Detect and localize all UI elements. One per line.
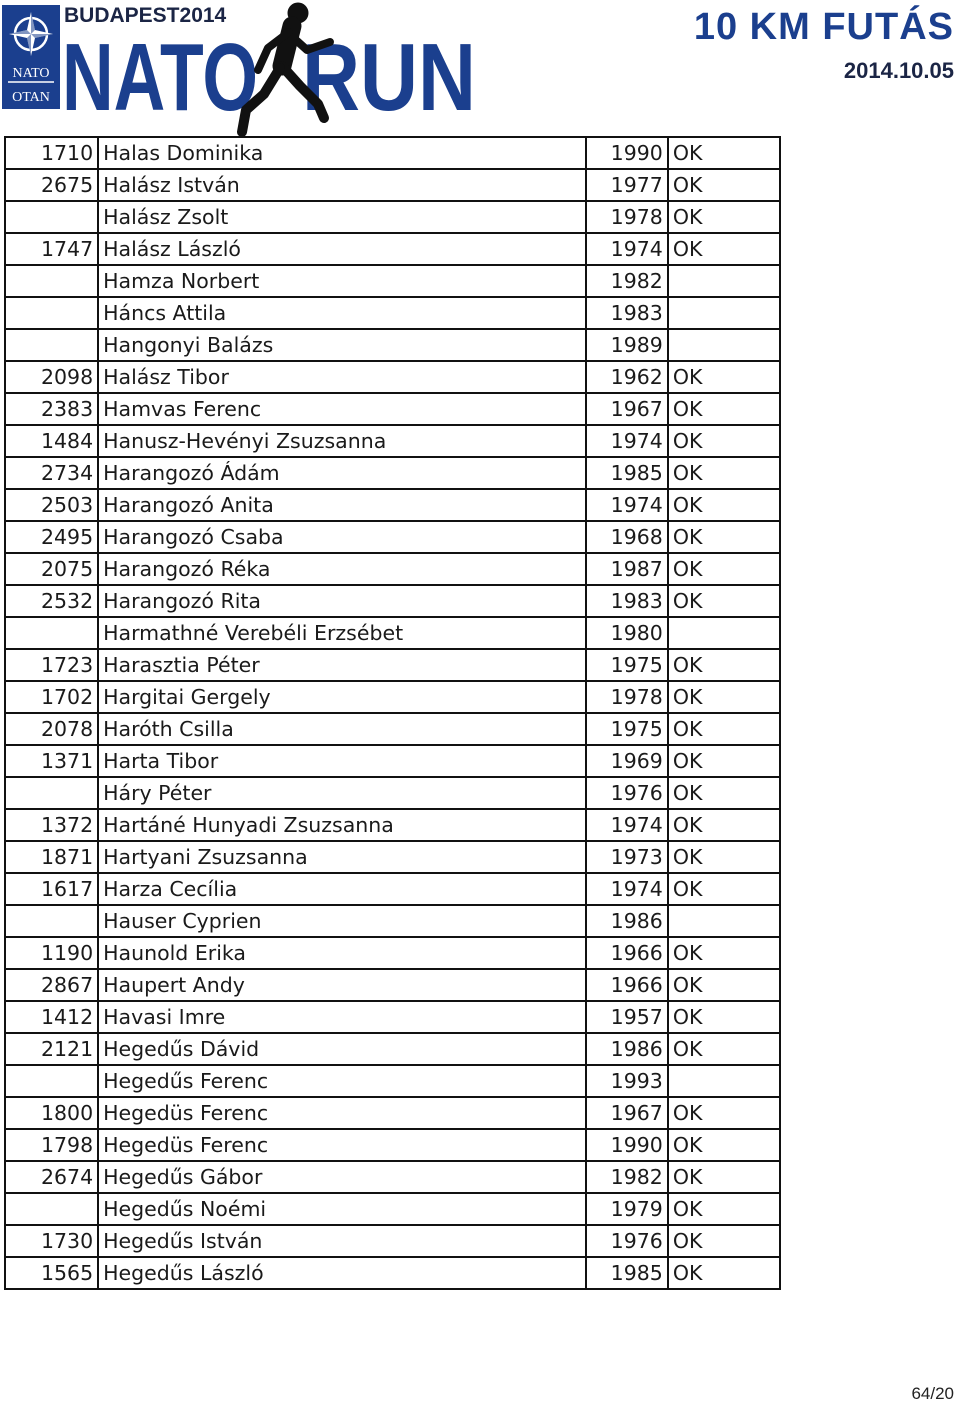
runner-name-cell: Harangozó Rita (98, 585, 586, 617)
bib-number-cell: 2495 (5, 521, 98, 553)
table-row (5, 873, 780, 905)
table-row (5, 425, 780, 457)
birth-year-cell: 1982 (586, 265, 668, 297)
status-cell (668, 265, 780, 297)
bib-number-cell: 1871 (5, 841, 98, 873)
status-cell: OK (668, 841, 780, 873)
event-date: 2014.10.05 (843, 58, 954, 83)
runner-name-cell: Hargitai Gergely (98, 681, 586, 713)
bib-number-cell: 2532 (5, 585, 98, 617)
bib-number-cell: 1800 (5, 1097, 98, 1129)
table-row (5, 1097, 780, 1129)
table-row (5, 841, 780, 873)
logo-word-nato: NATO (62, 24, 258, 131)
event-title: 10 KM FUTÁS (693, 6, 954, 48)
runner-name-cell: Halász István (98, 169, 586, 201)
runner-name-cell: Hegedűs Dávid (98, 1033, 586, 1065)
bib-number-cell: 1617 (5, 873, 98, 905)
status-cell: OK (668, 1001, 780, 1033)
status-cell (668, 329, 780, 361)
table-row (5, 777, 780, 809)
table-row (5, 809, 780, 841)
status-cell: OK (668, 1161, 780, 1193)
table-row (5, 713, 780, 745)
status-cell: OK (668, 585, 780, 617)
table-row (5, 969, 780, 1001)
birth-year-cell: 1983 (586, 585, 668, 617)
bib-number-cell (5, 617, 98, 649)
birth-year-cell: 1968 (586, 521, 668, 553)
status-cell: OK (668, 489, 780, 521)
table-row (5, 137, 780, 169)
bib-number-cell: 1372 (5, 809, 98, 841)
birth-year-cell: 1976 (586, 777, 668, 809)
bib-number-cell: 1565 (5, 1257, 98, 1289)
bib-number-cell: 1702 (5, 681, 98, 713)
table-row (5, 1225, 780, 1257)
birth-year-cell: 1976 (586, 1225, 668, 1257)
status-cell: OK (668, 1257, 780, 1289)
status-cell (668, 1065, 780, 1097)
runner-name-cell: Harangozó Csaba (98, 521, 586, 553)
logo-word-run: RUN (302, 24, 476, 131)
table-row (5, 201, 780, 233)
bib-number-cell: 2867 (5, 969, 98, 1001)
birth-year-cell: 1973 (586, 841, 668, 873)
birth-year-cell: 1986 (586, 1033, 668, 1065)
results-table-body (5, 137, 780, 1289)
runner-name-cell: Harta Tibor (98, 745, 586, 777)
status-cell: OK (668, 1129, 780, 1161)
runner-name-cell: Hartyani Zsuzsanna (98, 841, 586, 873)
bib-number-cell: 2675 (5, 169, 98, 201)
birth-year-cell: 1985 (586, 457, 668, 489)
runner-name-cell: Harangozó Réka (98, 553, 586, 585)
status-cell: OK (668, 873, 780, 905)
birth-year-cell: 1974 (586, 233, 668, 265)
table-row (5, 1161, 780, 1193)
table-row (5, 937, 780, 969)
status-cell: OK (668, 649, 780, 681)
status-cell: OK (668, 1225, 780, 1257)
bib-number-cell (5, 265, 98, 297)
runner-name-cell: Halász László (98, 233, 586, 265)
birth-year-cell: 1982 (586, 1161, 668, 1193)
runner-name-cell: Hamvas Ferenc (98, 393, 586, 425)
bib-number-cell (5, 329, 98, 361)
runner-name-cell: Hartáné Hunyadi Zsuzsanna (98, 809, 586, 841)
status-cell: OK (668, 553, 780, 585)
status-cell: OK (668, 777, 780, 809)
bib-number-cell (5, 1065, 98, 1097)
birth-year-cell: 1974 (586, 489, 668, 521)
status-cell: OK (668, 233, 780, 265)
page-header (0, 0, 960, 135)
table-row (5, 393, 780, 425)
birth-year-cell: 1974 (586, 425, 668, 457)
bib-number-cell: 2098 (5, 361, 98, 393)
status-cell: OK (668, 1097, 780, 1129)
birth-year-cell: 1983 (586, 297, 668, 329)
bib-number-cell: 1798 (5, 1129, 98, 1161)
birth-year-cell: 1990 (586, 137, 668, 169)
birth-year-cell: 1978 (586, 681, 668, 713)
birth-year-cell: 1989 (586, 329, 668, 361)
birth-year-cell: 1966 (586, 969, 668, 1001)
bib-number-cell: 2383 (5, 393, 98, 425)
birth-year-cell: 1985 (586, 1257, 668, 1289)
bib-number-cell: 2734 (5, 457, 98, 489)
birth-year-cell: 1978 (586, 201, 668, 233)
birth-year-cell: 1962 (586, 361, 668, 393)
status-cell: OK (668, 1193, 780, 1225)
runner-name-cell: Hegedűs Ferenc (98, 1065, 586, 1097)
table-row (5, 553, 780, 585)
status-cell: OK (668, 137, 780, 169)
bib-number-cell: 2078 (5, 713, 98, 745)
status-cell: OK (668, 937, 780, 969)
table-row (5, 1193, 780, 1225)
bib-number-cell: 1371 (5, 745, 98, 777)
runner-name-cell: Háncs Attila (98, 297, 586, 329)
nato-run-logo (0, 0, 480, 135)
status-cell (668, 297, 780, 329)
status-cell: OK (668, 457, 780, 489)
runner-name-cell: Halas Dominika (98, 137, 586, 169)
runner-name-cell: Haróth Csilla (98, 713, 586, 745)
status-cell: OK (668, 745, 780, 777)
table-row (5, 489, 780, 521)
birth-year-cell: 1967 (586, 1097, 668, 1129)
status-cell: OK (668, 809, 780, 841)
bib-number-cell (5, 201, 98, 233)
bib-number-cell (5, 1193, 98, 1225)
table-row (5, 1257, 780, 1289)
table-row (5, 745, 780, 777)
nato-badge-text-top: NATO (12, 66, 50, 81)
runner-name-cell: Hangonyi Balázs (98, 329, 586, 361)
birth-year-cell: 1979 (586, 1193, 668, 1225)
birth-year-cell: 1987 (586, 553, 668, 585)
bib-number-cell: 2075 (5, 553, 98, 585)
bib-number-cell: 2674 (5, 1161, 98, 1193)
bib-number-cell: 1723 (5, 649, 98, 681)
table-row (5, 1033, 780, 1065)
birth-year-cell: 1967 (586, 393, 668, 425)
table-row (5, 585, 780, 617)
birth-year-cell: 1980 (586, 617, 668, 649)
runner-name-cell: Hauser Cyprien (98, 905, 586, 937)
birth-year-cell: 1986 (586, 905, 668, 937)
birth-year-cell: 1993 (586, 1065, 668, 1097)
birth-year-cell: 1977 (586, 169, 668, 201)
table-row (5, 649, 780, 681)
table-row (5, 361, 780, 393)
runner-name-cell: Hanusz-Hevényi Zsuzsanna (98, 425, 586, 457)
status-cell: OK (668, 201, 780, 233)
runner-name-cell: Hegedűs István (98, 1225, 586, 1257)
runner-name-cell: Harangozó Ádám (98, 457, 586, 489)
runner-name-cell: Háry Péter (98, 777, 586, 809)
birth-year-cell: 1975 (586, 649, 668, 681)
runner-name-cell: Hegedüs Ferenc (98, 1097, 586, 1129)
status-cell: OK (668, 425, 780, 457)
runner-name-cell: Haunold Erika (98, 937, 586, 969)
runner-name-cell: Hegedűs Noémi (98, 1193, 586, 1225)
runner-name-cell: Hegedűs László (98, 1257, 586, 1289)
runner-name-cell: Havasi Imre (98, 1001, 586, 1033)
bib-number-cell: 1190 (5, 937, 98, 969)
results-table (4, 136, 781, 1290)
table-row (5, 905, 780, 937)
table-row (5, 521, 780, 553)
runner-name-cell: Hegedüs Ferenc (98, 1129, 586, 1161)
runner-name-cell: Hegedűs Gábor (98, 1161, 586, 1193)
nato-badge-text-bottom: OTAN (12, 90, 50, 105)
runner-name-cell: Haupert Andy (98, 969, 586, 1001)
logo-event-top: BUDAPEST2014 (64, 4, 227, 27)
table-row (5, 1001, 780, 1033)
runner-name-cell: Hamza Norbert (98, 265, 586, 297)
runner-name-cell: Halász Tibor (98, 361, 586, 393)
page-number: 64/20 (911, 1384, 954, 1403)
status-cell: OK (668, 361, 780, 393)
bib-number-cell (5, 297, 98, 329)
status-cell: OK (668, 681, 780, 713)
status-cell: OK (668, 713, 780, 745)
birth-year-cell: 1969 (586, 745, 668, 777)
bib-number-cell (5, 777, 98, 809)
table-row (5, 169, 780, 201)
bib-number-cell: 2503 (5, 489, 98, 521)
table-row (5, 297, 780, 329)
birth-year-cell: 1974 (586, 873, 668, 905)
bib-number-cell: 1710 (5, 137, 98, 169)
runner-name-cell: Halász Zsolt (98, 201, 586, 233)
birth-year-cell: 1974 (586, 809, 668, 841)
status-cell: OK (668, 1033, 780, 1065)
table-row (5, 617, 780, 649)
bib-number-cell (5, 905, 98, 937)
status-cell: OK (668, 393, 780, 425)
table-row (5, 1129, 780, 1161)
bib-number-cell: 1484 (5, 425, 98, 457)
birth-year-cell: 1990 (586, 1129, 668, 1161)
status-cell: OK (668, 969, 780, 1001)
table-row (5, 233, 780, 265)
runner-name-cell: Harangozó Anita (98, 489, 586, 521)
birth-year-cell: 1957 (586, 1001, 668, 1033)
table-row (5, 329, 780, 361)
bib-number-cell: 1730 (5, 1225, 98, 1257)
runner-name-cell: Harasztia Péter (98, 649, 586, 681)
runner-name-cell: Harza Cecília (98, 873, 586, 905)
status-cell (668, 905, 780, 937)
bib-number-cell: 1747 (5, 233, 98, 265)
status-cell (668, 617, 780, 649)
table-row (5, 681, 780, 713)
runner-name-cell: Harmathné Verebéli Erzsébet (98, 617, 586, 649)
table-row (5, 457, 780, 489)
status-cell: OK (668, 169, 780, 201)
birth-year-cell: 1966 (586, 937, 668, 969)
bib-number-cell: 2121 (5, 1033, 98, 1065)
table-row (5, 265, 780, 297)
bib-number-cell: 1412 (5, 1001, 98, 1033)
status-cell: OK (668, 521, 780, 553)
table-row (5, 1065, 780, 1097)
birth-year-cell: 1975 (586, 713, 668, 745)
